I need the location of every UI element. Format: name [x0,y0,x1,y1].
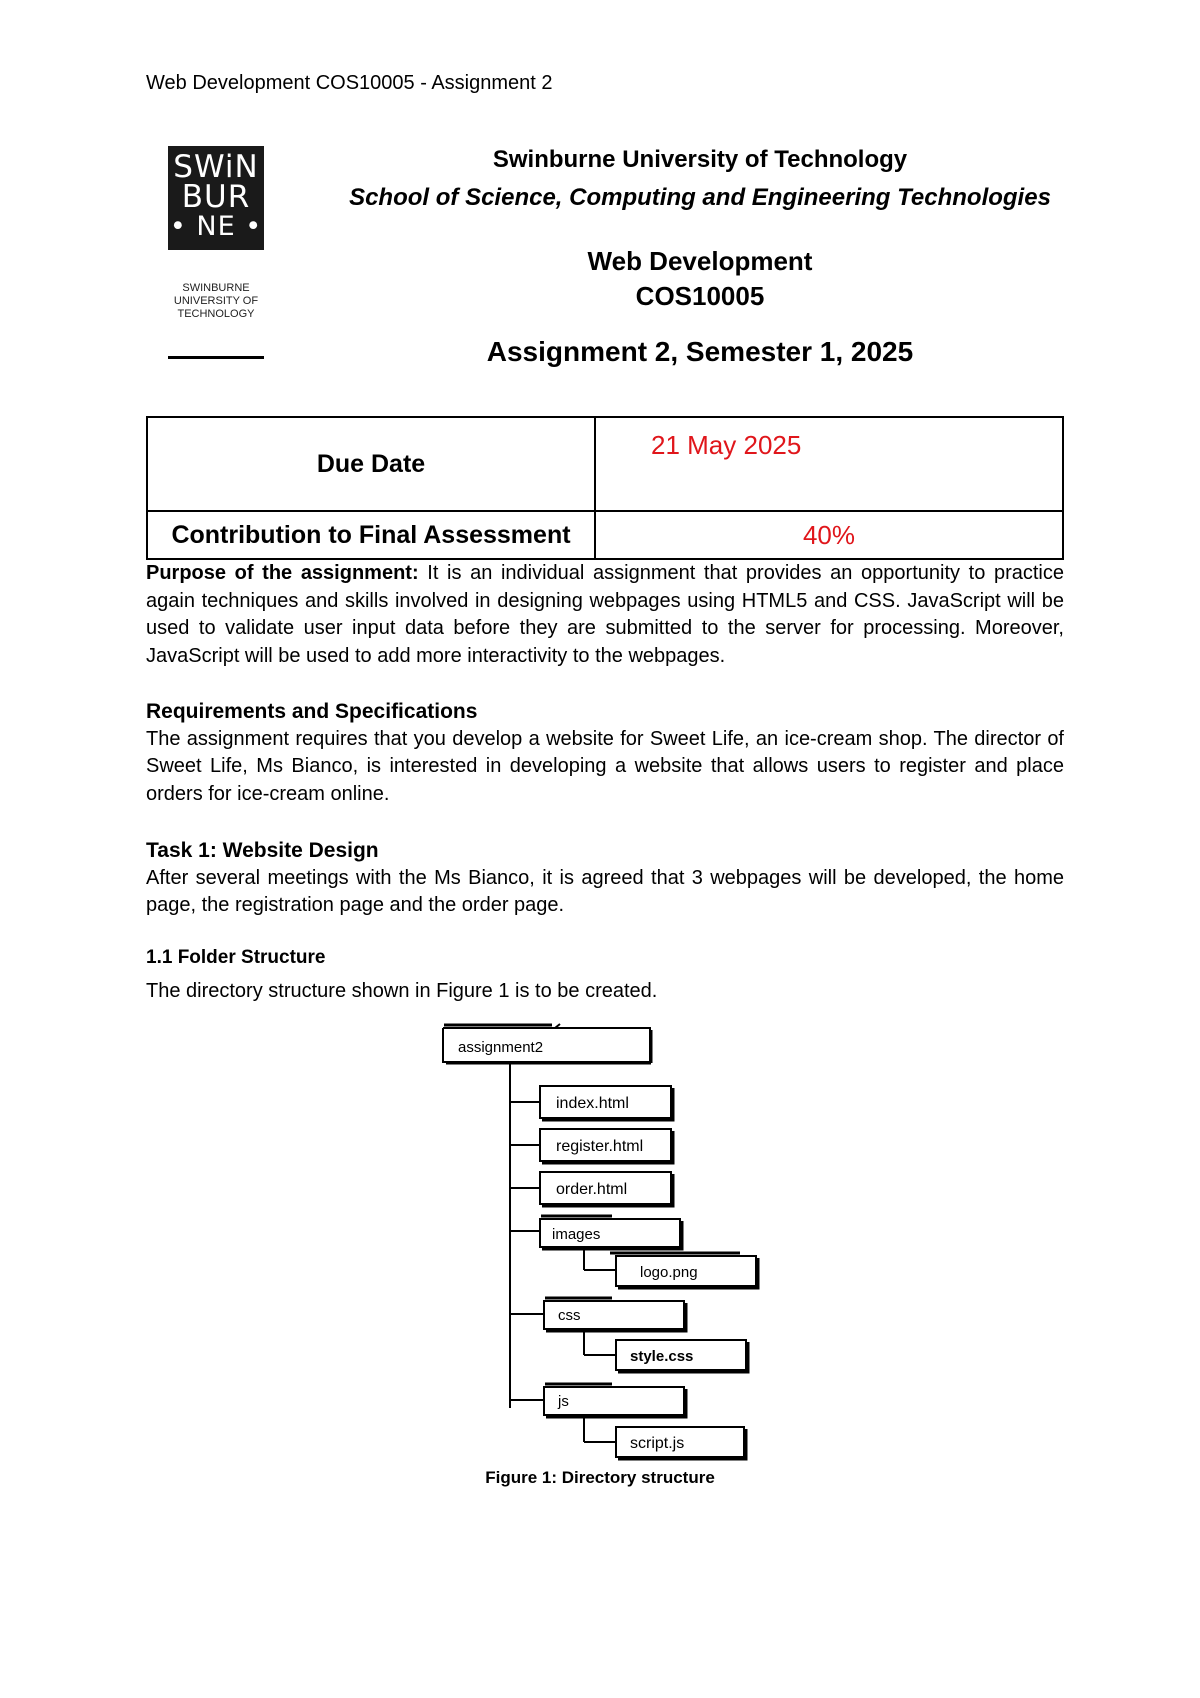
node-label: logo.png [640,1264,698,1281]
file-style-css [616,1340,748,1372]
node-label: css [558,1307,581,1324]
node-label: order.html [556,1181,628,1198]
directory-structure-diagram [440,1020,780,1470]
folder-structure-section [146,944,1064,1005]
file-index-html [540,1086,673,1120]
logo-caption-line-1: SWINBURNE [182,282,250,294]
section-1-1-text: The directory structure shown in Figure 1 is to be created. [146,979,658,1002]
unit-name: Web Development [587,246,813,276]
due-date-value: 21 May 2025 [595,417,1063,511]
requirements-heading: Requirements and Specifications [146,700,478,723]
node-label: style.css [630,1348,694,1365]
task1-section [146,837,1064,920]
folder-css [544,1298,686,1331]
table-row [147,511,1063,559]
logo-divider [168,356,264,359]
assignment-info-table [146,416,1064,560]
title-block [340,146,1060,368]
logo-caption-line-2: UNIVERSITY OF [173,295,259,307]
node-label: assignment2 [458,1039,544,1056]
running-header: Web Development COS10005 - Assignment 2 [146,72,553,94]
unit-code: COS10005 [635,281,765,311]
folder-images [540,1216,682,1249]
university-name: Swinburne University of Technology [492,146,908,173]
task1-heading: Task 1: Website Design [146,839,379,862]
file-order-html [540,1172,673,1206]
purpose-label: Purpose of the assignment: [146,562,419,584]
section-1-1-heading: 1.1 Folder Structure [146,947,326,968]
contribution-label: Contribution to Final Assessment [147,511,595,559]
node-label: index.html [556,1095,629,1112]
task1-text: After several meetings with the Ms Bianco, it is agreed that 3 webpages will be developed, the home page, the registration page and the order page. [146,866,1064,916]
folder-js [544,1384,686,1417]
file-script-js [616,1427,746,1459]
requirements-text: The assignment requires that you develop a website for Sweet Life, an ice-cream shop. The director of Sweet Life, Ms Bianco, is interested in developing a website that allows users to register and place orders for ice-cream online. [146,727,1064,805]
assignment-title: Assignment 2, Semester 1, 2025 [486,336,914,367]
logo-caption-line-3: TECHNOLOGY [177,308,255,320]
purpose-paragraph [146,560,1064,670]
file-register-html [540,1129,673,1163]
node-label: script.js [630,1435,685,1452]
file-logo-png [610,1253,758,1288]
folder-assignment2 [443,1024,651,1063]
logo-caption [168,282,264,321]
logo-line-1: SWiN [173,149,259,185]
swinburne-logo [168,146,264,250]
contribution-value: 40% [595,511,1063,559]
logo-line-3: • NE • [169,211,263,242]
requirements-section [146,698,1064,808]
node-label: register.html [556,1138,644,1155]
table-row [147,417,1063,511]
school-name: School of Science, Computing and Engineering Technologies [349,184,1051,211]
node-label: images [552,1226,601,1243]
logo-line-2: BUR [181,179,251,215]
figure-caption: Figure 1: Directory structure [485,1468,715,1487]
node-label: js [558,1393,569,1410]
purpose-text: It is an individual assignment that provides an opportunity to practice again techniques and skills involved in designing webpages using HTML5 and CSS. JavaScript will be used to validate user input data before they are submitted to the server for processing. Moreover, JavaScript will be used to add more interactivity to the webpages. [146,562,1064,667]
due-date-label: Due Date [147,417,595,511]
